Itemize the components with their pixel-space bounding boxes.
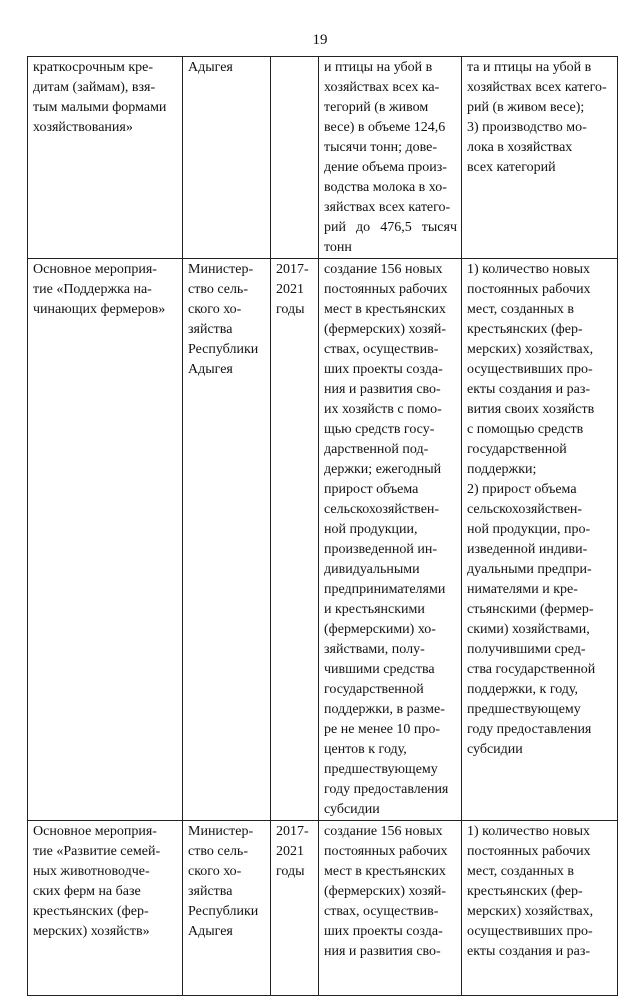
period-text: 2017- 2021 годы [276,262,309,317]
executor-cell [183,259,271,821]
indicators-cell [462,57,618,259]
activity-cell [28,259,183,821]
result-text: создание 156 новых постоянных рабочих мест в крестьянских (фермерских) хозяй- ствах, осуществив- ших проекты созда- ния и развития сво- их хозяйств с помо- щью средств госу- дарственной под- держки; ежегодный прирост объема сельскохозяйствен- ной продукции, произведенной ин- дивидуальными предпринимателями и крестьянскими (фермерскими) хо- зяйствами, полу- чившими средства государственной поддержки, в разме- ре не менее 10 про- центов к году, предшествующему году предоставления субсидии [324,262,449,817]
period-text: 2017- 2021 годы [276,824,309,879]
result-cell [319,821,462,996]
executor-text: Министер- ство сель- ского хо- зяйства Республики Адыгея [188,262,259,377]
activity-cell [28,821,183,996]
period-cell [271,259,319,821]
page-number: 19 [312,32,328,48]
table-row [28,57,618,259]
program-activities-table [27,56,618,996]
executor-text: Адыгея [188,60,233,75]
executor-text: Министер- ство сель- ского хо- зяйства Республики Адыгея [188,824,259,939]
indicators-text: 1) количество новых постоянных рабочих мест, созданных в крестьянских (фер- мерских) хозяйствах, осуществивших про- екты создания и раз- [467,824,594,959]
result-cell [319,57,462,259]
activity-cell [28,57,183,259]
activity-text: краткосрочным кре- дитам (займам), взя- тым малыми формами хозяйствования» [33,60,167,135]
period-cell [271,821,319,996]
executor-cell [183,821,271,996]
result-cell [319,259,462,821]
table-row [28,821,618,996]
period-cell [271,57,319,259]
result-text: и птицы на убой в хозяйствах всех ка- тегорий (в живом весе) в объеме 124,6 тысячи тонн; дове- дение объема произ- водства молока в хо- зяйствах всех катего- рий до 476,5 тысяч тонн [324,60,457,255]
table-row [28,259,618,821]
result-text: создание 156 новых постоянных рабочих мест в крестьянских (фермерских) хозяй- ствах, осуществив- ших проекты созда- ния и развития сво- [324,824,448,959]
indicators-cell [462,259,618,821]
activity-text: Основное мероприя- тие «Развитие семей- ных животноводче- ских ферм на базе крестьянских (фер- мерских) хозяйств» [33,824,161,939]
indicators-text: та и птицы на убой в хозяйствах всех катего- рий (в живом весе); 3) производство мо- лока в хозяйствах всех категорий [467,60,607,175]
activity-text: Основное мероприя- тие «Поддержка на- чинающих фермеров» [33,262,166,317]
indicators-cell [462,821,618,996]
executor-cell [183,57,271,259]
indicators-text: 1) количество новых постоянных рабочих мест, созданных в крестьянских (фер- мерских) хозяйствах, осуществивших про- екты создания и раз- вития своих хозяйств с помощью средств государственной поддержки; 2) прирост объема сельскохозяйствен- ной продукции, про- изведенной индиви- дуальными предпри- нимателями и кре- стьянскими (фермер- скими) хозяйствами, получившими сред- ства государственной поддержки, к году, предшествующему году предоставления субсидии [467,262,596,757]
